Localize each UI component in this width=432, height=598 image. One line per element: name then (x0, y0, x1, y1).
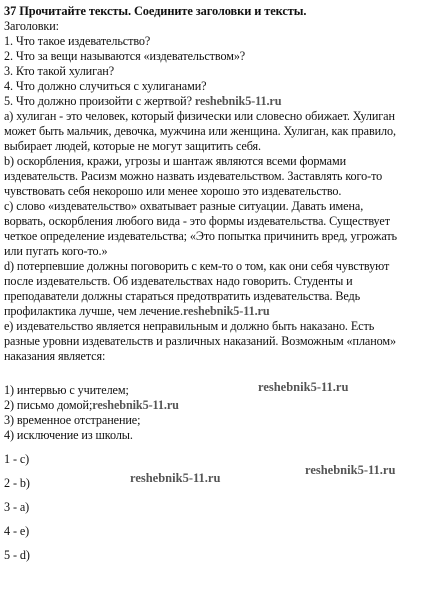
text-line-e2: разные уровни издевательств и различных наказаний. Возможным «планом» (4, 334, 397, 348)
text-line-c3: четкое определение издевательства; «Это попытка причинить вред, угрожать (4, 229, 398, 243)
text-line-e3: наказания является: (4, 349, 106, 363)
punishment-2 (4, 398, 179, 413)
text-line-c4: или пугать кого-то.» (4, 244, 108, 258)
text-line-b1: b) оскорбления, кражи, угрозы и шантаж являются всеми формами (4, 154, 347, 168)
watermark-inline: reshebnik5-11.ru (182, 304, 270, 318)
text-line-b3: чувствовать себя некорошо или менее хорошо это издевательство. (4, 184, 342, 198)
watermark-inline: reshebnik5-11.ru (194, 94, 282, 108)
headings-label: Заголовки: (4, 19, 59, 33)
text-line-a1: а) хулиган - это человек, который физически или словесно обижает. Хулиган (4, 109, 395, 123)
text-line-a2: может быть мальчик, девочка, мужчина или женщина. Хулиган, как правило, (4, 124, 396, 138)
heading-1: 1. Что такое издевательство? (4, 34, 151, 48)
heading-4: 4. Что должно случиться с хулиганами? (4, 79, 207, 93)
answer-2: 2 - b) (4, 476, 30, 490)
text-line-a3: выбирает людей, которые не могут защитить себя. (4, 139, 261, 153)
text-line-e1: е) издевательство является неправильным и должно быть наказано. Есть (4, 319, 375, 333)
heading-5-text: 5. Что должно произойти с жертвой? (4, 94, 192, 108)
text-line-d4-text: профилактика лучше, чем лечение. (4, 304, 183, 318)
text-line-c1: с) слово «издевательство» охватывает разные ситуации. Давать имена, (4, 199, 364, 213)
heading-2: 2. Что за вещи называются «издевательством»? (4, 49, 246, 63)
answer-4: 4 - е) (4, 524, 30, 538)
answer-1: 1 - с) (4, 452, 30, 466)
text-line-c2: ворвать, оскорбления любого вида - это формы издевательства. Существует (4, 214, 390, 228)
punishment-3: 3) временное отстранение; (4, 413, 141, 427)
watermark: reshebnik5-11.ru (130, 471, 221, 485)
text-line-d1: d) потерпевшие должны поговорить с кем-то о том, как они себя чувствуют (4, 259, 390, 273)
punishment-2-text: 2) письмо домой; (4, 398, 93, 412)
punishment-4: 4) исключение из школы. (4, 428, 133, 442)
task-title: 37 Прочитайте тексты. Соедините заголовки и тексты. (4, 4, 307, 18)
text-line-d4 (4, 304, 270, 319)
heading-5 (4, 94, 281, 109)
text-line-d3: преподаватели должны стараться предотвратить издевательства. Ведь (4, 289, 361, 303)
answer-5: 5 - d) (4, 548, 30, 562)
punishment-1: 1) интервью с учителем; (4, 383, 129, 397)
watermark-inline: reshebnik5-11.ru (92, 398, 179, 412)
text-line-d2: после издевательств. Об издевательствах надо говорить. Студенты и (4, 274, 353, 288)
watermark: reshebnik5-11.ru (305, 463, 396, 477)
answer-3: 3 - а) (4, 500, 30, 514)
heading-3: 3. Кто такой хулиган? (4, 64, 115, 78)
text-line-b2: издевательств. Расизм можно назвать издевательством. Заставлять кого-то (4, 169, 383, 183)
watermark: reshebnik5-11.ru (258, 380, 349, 394)
